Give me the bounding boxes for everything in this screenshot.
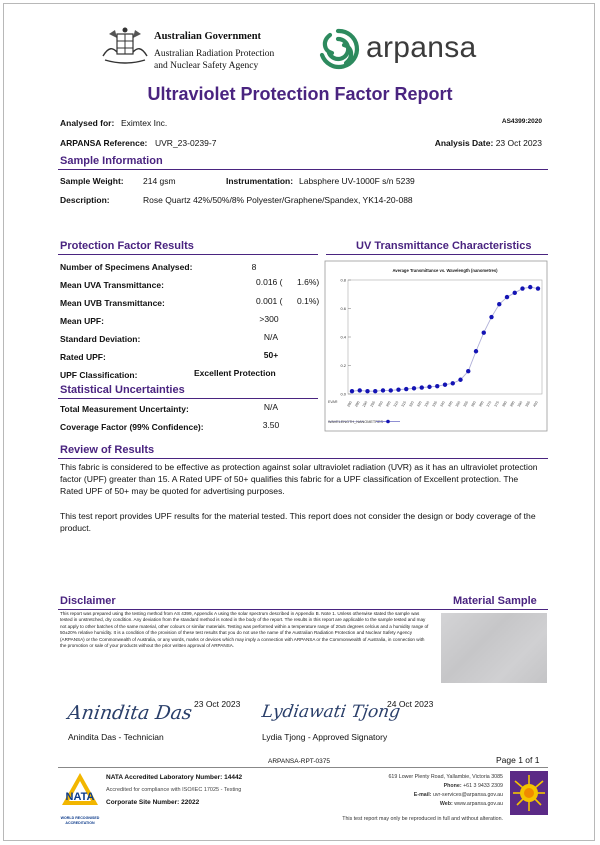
protection-results-rule <box>58 254 318 255</box>
technician-sign-date: 23 Oct 2023 <box>194 699 241 709</box>
review-paragraph-2: This test report provides UPF results for the material tested. This report does not consider the design or body coverage of the product. <box>60 511 536 534</box>
sun-logo-icon <box>510 771 548 815</box>
x-tick-label: 325 <box>416 400 423 408</box>
result-label-rated-upf: Rated UPF: <box>60 352 106 362</box>
phone-label: Phone: <box>443 783 462 789</box>
x-tick-label: 400 <box>532 400 539 408</box>
result-value-uvb: 0.001 ( <box>256 296 283 306</box>
x-tick-label: 340 <box>439 400 446 408</box>
y-tick-label: 0.2 <box>340 363 346 368</box>
phone-line <box>444 783 503 789</box>
uncert-value-total: N/A <box>263 402 279 412</box>
technician-signature: Anindita Das <box>66 702 194 724</box>
x-tick-label: 375 <box>493 400 501 408</box>
nata-site-number: Corporate Site Number: 22022 <box>106 799 200 806</box>
technician-name: Anindita Das - Technician <box>68 732 164 742</box>
analysis-date <box>435 138 542 148</box>
x-tick-label: 315 <box>400 400 408 408</box>
review-rule <box>58 458 548 459</box>
plot-area <box>348 280 542 394</box>
nata-lab-number: NATA Accredited Laboratory Number: 14442 <box>106 774 243 781</box>
data-point <box>451 381 455 385</box>
data-point <box>396 388 400 392</box>
x-tick-label: 355 <box>462 400 470 408</box>
address: 619 Lower Plenty Road, Yallambie, Victoria 3085 <box>388 774 503 780</box>
data-point <box>482 331 486 335</box>
material-sample-heading: Material Sample <box>453 595 537 607</box>
report-page <box>3 3 595 841</box>
web-link[interactable]: www.arpansa.gov.au <box>454 801 503 807</box>
data-point <box>528 285 532 289</box>
data-point <box>427 385 431 389</box>
nata-sub-line2: ACCREDITATION <box>65 821 95 825</box>
y-tick-label: 0.0 <box>340 391 346 397</box>
y-tick-label: 0.6 <box>340 306 346 311</box>
x-tick-label: 345 <box>447 400 454 408</box>
analysed-for-label: Analysed for: <box>60 118 115 128</box>
government-name-line1: Australian Government <box>154 31 262 42</box>
uncert-value-coverage: 3.50 <box>262 420 280 430</box>
data-point <box>365 389 369 393</box>
data-point <box>435 384 439 388</box>
nata-wordmark: NATA <box>65 791 95 803</box>
footer-rule <box>58 767 548 768</box>
nata-sub-line1: WORLD RECOGNISED <box>60 816 100 820</box>
result-label-uvb: Mean UVB Transmittance: <box>60 298 165 308</box>
nata-accreditation: Accredited for compliance with ISO/IEC 17025 - Testing <box>106 787 242 793</box>
x-tick-label: 305 <box>385 400 392 408</box>
sample-info-rule <box>58 169 548 170</box>
protection-results-heading: Protection Factor Results <box>60 240 194 252</box>
uncert-label-total: Total Measurement Uncertainty: <box>60 404 189 414</box>
x-tick-label: 280 <box>346 400 353 408</box>
web-label: Web: <box>439 801 453 807</box>
uncert-label-coverage: Coverage Factor (99% Confidence): <box>60 422 204 432</box>
uncertainties-rule <box>58 398 318 399</box>
x-tick-label: 310 <box>392 400 400 408</box>
reproduction-note: This test report may only be reproduced in full and without alteration. <box>342 816 503 822</box>
data-point <box>474 349 478 353</box>
material-sample-image <box>441 613 547 683</box>
sample-info-heading: Sample Information <box>60 155 163 167</box>
x-tick-label: 360 <box>470 400 477 408</box>
data-point <box>536 286 540 290</box>
result-label-classification: UPF Classification: <box>60 370 138 380</box>
x-tick-label: 300 <box>377 400 384 408</box>
data-point <box>381 388 385 392</box>
data-point <box>404 387 408 391</box>
reference-label: ARPANSA Reference: <box>60 138 148 148</box>
instrumentation-value: Labsphere UV-1000F s/n 5239 <box>299 176 415 186</box>
data-point <box>358 388 362 392</box>
signatory-name: Lydia Tjong - Approved Signatory <box>262 732 388 742</box>
email-link[interactable]: uvr-services@arpansa.gov.au <box>432 792 503 798</box>
legend-swatch-marker <box>386 420 390 424</box>
signatory-signature: Lydiawati Tjong <box>260 702 402 722</box>
arpansa-logo-icon <box>314 25 362 73</box>
x-tick-label: 290 <box>361 400 369 408</box>
analysis-date-label: Analysis Date: <box>434 138 494 148</box>
result-value-rated-upf: 50+ <box>263 350 279 360</box>
transmittance-chart-svg <box>324 260 548 432</box>
y-tick-label: 0.8 <box>340 277 346 283</box>
x-tick-label: 385 <box>509 400 516 408</box>
description-label: Description: <box>60 195 110 205</box>
x-tick-label: 285 <box>354 400 361 408</box>
result-label-uva: Mean UVA Transmittance: <box>60 280 164 290</box>
result-pct-uvb: 0.1%) <box>297 296 320 306</box>
email-line <box>414 792 503 798</box>
instrumentation-label: Instrumentation: <box>226 176 294 186</box>
data-point <box>520 286 524 290</box>
standard-code: AS4399:2020 <box>501 118 542 125</box>
data-point <box>466 369 470 373</box>
analysis-date-value: 23 Oct 2023 <box>495 138 542 148</box>
x-axis-label: EVAR <box>328 400 338 404</box>
data-point <box>389 388 393 392</box>
data-point <box>497 302 501 306</box>
data-point <box>489 315 493 319</box>
page-number: Page 1 of 1 <box>496 755 540 765</box>
report-title: Ultraviolet Protection Factor Report <box>147 84 453 104</box>
agency-name-line2: Australian Radiation Protection <box>154 49 275 59</box>
result-value-mean-upf: >300 <box>259 314 279 324</box>
email-label: E-mail: <box>413 792 432 798</box>
x-tick-label: 390 <box>516 400 524 408</box>
review-paragraph-1: This fabric is considered to be effective as protection against solar ultraviolet radiation (UVR) as it has an ultraviolet protection factor (UPF) greater than 15. A Rated UPF of 50+ qualifies this fabric for a UPF classification of Excellent protection. The Rated UPF of 50+ may be quoted for advertising purposes. <box>60 462 538 497</box>
review-heading: Review of Results <box>60 444 155 456</box>
signatory-sign-date: 24 Oct 2023 <box>387 699 434 709</box>
government-crest-icon <box>99 26 151 70</box>
description-value: Rose Quartz 42%/50%/8% Polyester/Graphene/Spandex, YK14-20-088 <box>143 195 413 205</box>
agency-name-line3: and Nuclear Safety Agency <box>154 61 259 71</box>
x-tick-label: 380 <box>501 400 508 408</box>
result-label-mean-upf: Mean UPF: <box>60 316 104 326</box>
web-line <box>440 801 503 807</box>
data-point <box>513 291 517 295</box>
analysed-for-value: Eximtex Inc. <box>121 118 168 128</box>
result-value-specimens: 8 <box>251 262 257 272</box>
x-tick-label: 370 <box>485 400 493 408</box>
data-point <box>458 378 462 382</box>
uv-transmittance-rule <box>326 254 548 255</box>
x-tick-label: 365 <box>478 400 485 408</box>
result-label-specimens: Number of Specimens Analysed: <box>60 262 193 272</box>
data-point <box>443 383 447 387</box>
transmittance-chart <box>324 260 548 432</box>
data-point <box>350 389 354 393</box>
x-tick-label: 335 <box>431 400 439 408</box>
data-point <box>420 385 424 389</box>
result-label-std-dev: Standard Deviation: <box>60 334 141 344</box>
uncertainties-heading: Statistical Uncertainties <box>60 384 185 396</box>
result-value-std-dev: N/A <box>263 332 279 342</box>
result-value-classification: Excellent Protection <box>194 368 276 378</box>
y-tick-label: 0.4 <box>340 334 346 340</box>
reference-value: UVR_23-0239-7 <box>155 138 217 148</box>
report-code: ARPANSA-RPT-0375 <box>268 758 331 765</box>
disclaimer-rule <box>58 609 548 610</box>
x-tick-label: 295 <box>369 400 377 408</box>
x-tick-label: 320 <box>408 400 415 408</box>
result-pct-uva: 1.6%) <box>297 277 320 287</box>
arpansa-wordmark: arpansa <box>366 31 477 64</box>
legend-label: WAVELENGTH_NANOMETRES <box>328 420 384 424</box>
disclaimer-heading: Disclaimer <box>60 595 116 607</box>
x-tick-label: 350 <box>454 400 462 408</box>
x-tick-label: 395 <box>524 400 532 408</box>
data-point <box>505 295 509 299</box>
data-point <box>412 386 416 390</box>
phone-value: +61 3 9433 2309 <box>463 783 503 789</box>
result-value-uva: 0.016 ( <box>256 277 283 287</box>
sample-weight-value: 214 gsm <box>143 176 176 186</box>
sample-weight-label: Sample Weight: <box>60 176 124 186</box>
x-tick-label: 330 <box>423 400 431 408</box>
data-point <box>373 389 377 393</box>
disclaimer-text: This report was prepared using the testing method from AS 4399, Appendix A using the solar spectrum described in Appendix B. Note 1. Unless otherwise stated the sample was tested in unstretched, dry condition. Any deviation from the standard method is noted in the body of the report. The results in this report are applicable to the sample tested and may not apply to other batches of the same material, other colours or similar materials. Testing was performed within a temperature range of 20±5 degrees celcius and a humidity range of 50±20% relative humidity. It is a condition of the provision of these test results that you do not use the name of the Australian Radiation Protection and Nuclear Safety Agency (ARPANSA) or the Commonwealth of Australia, or any words, marks or devices which may imply a connection with ARPANSA or the Commonwealth of Australia, in connection with the promotion or sale of your products without the prior written approval of ARPANSA. <box>60 611 429 649</box>
chart-title: Average Transmittance vs. Wavelength (nanometres) <box>392 268 498 273</box>
uv-transmittance-heading: UV Transmittance Characteristics <box>356 240 532 252</box>
